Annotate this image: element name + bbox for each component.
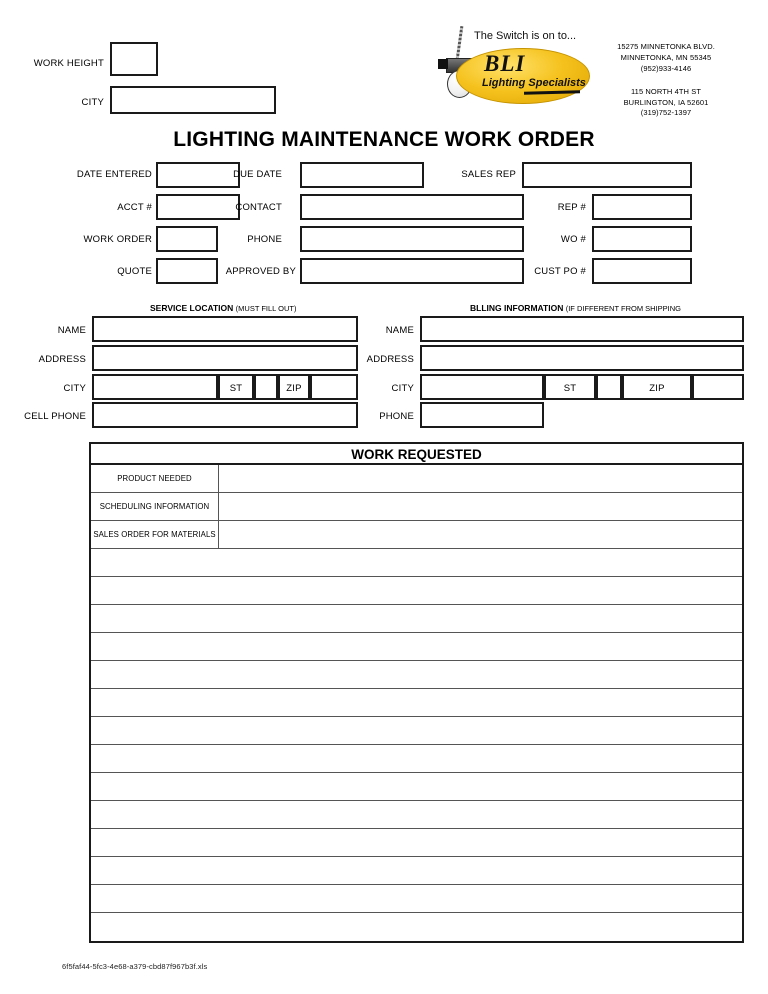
wo-number-input[interactable] [592,226,692,252]
light-bulb-chain-icon [456,26,464,60]
work-requested-blank-row[interactable] [91,885,742,913]
work-requested-blank-row[interactable] [91,717,742,745]
company-logo [438,24,588,108]
service-location-caption [150,303,297,313]
work-requested-row-input[interactable] [219,493,742,520]
logo-company-name: BLI [484,51,526,76]
footer-filename: 6f5faf44-5fc3-4e68-a379-cbd87f967b3f.xls [62,962,208,971]
light-bulb-knob-icon [438,59,448,69]
address-1-phone: (952)933-4146 [640,63,692,73]
work-requested-body [91,465,742,941]
acct-number-label: ACCT # [117,202,152,213]
billing-information-caption [470,303,681,313]
work-requested-row-label: PRODUCT NEEDED [91,465,219,492]
billing-state-label-cell [544,374,596,400]
quote-label: QUOTE [117,266,152,277]
logo-company-subtitle: Lighting Specialists [482,77,586,89]
address-2-line-2: BURLINGTON, IA 52601 [623,97,709,107]
company-addresses [600,42,732,119]
work-requested-blank-row[interactable] [91,661,742,689]
page-title: LIGHTING MAINTENANCE WORK ORDER [173,128,595,151]
work-requested-row-input[interactable] [219,521,742,548]
work-requested-blank-row[interactable] [91,689,742,717]
work-requested-blank-row[interactable] [91,577,742,605]
service-state-input[interactable] [254,374,278,400]
billing-address-label: ADDRESS [366,354,414,365]
service-city-input[interactable] [92,374,218,400]
service-address-label: ADDRESS [38,354,86,365]
work-requested-row-label: SALES ORDER FOR MATERIALS [91,521,219,548]
work-order-label: WORK ORDER [83,234,152,245]
service-zip-input[interactable] [310,374,358,400]
rep-number-input[interactable] [592,194,692,220]
billing-state-label: ST [563,383,577,394]
work-requested-blank-row[interactable] [91,829,742,857]
work-requested-row-label: SCHEDULING INFORMATION [91,493,219,520]
service-name-label: NAME [57,325,86,336]
billing-zip-label: ZIP [649,383,665,394]
billing-name-label: NAME [385,325,414,336]
address-1-line-2: MINNETONKA, MN 55345 [620,52,712,62]
service-zip-label: ZIP [286,383,302,394]
contact-label: CONTACT [235,202,282,213]
address-2-phone: (319)752-1397 [640,108,692,118]
address-1-line-1: 15275 MINNETONKA BLVD. [617,42,715,51]
work-requested-row [91,465,742,493]
service-cell-phone-label: CELL PHONE [24,411,86,422]
sales-rep-label: SALES REP [461,169,516,180]
service-city-label: CITY [63,383,86,394]
service-cell-phone-input[interactable] [92,402,358,428]
service-state-label-cell [218,374,254,400]
address-2-line-1: 115 NORTH 4TH ST [630,86,702,96]
work-requested-blank-row[interactable] [91,857,742,885]
billing-name-input[interactable] [420,316,744,342]
sales-rep-input[interactable] [522,162,692,188]
service-zip-label-cell [278,374,310,400]
wo-number-label: WO # [560,234,586,245]
billing-city-label: CITY [391,383,414,394]
work-height-label: WORK HEIGHT [33,58,104,69]
service-state-label: ST [229,383,243,394]
billing-city-input[interactable] [420,374,544,400]
work-requested-blank-row[interactable] [91,801,742,829]
service-name-input[interactable] [92,316,358,342]
work-requested-header: WORK REQUESTED [91,444,742,465]
work-requested-table [89,442,744,943]
city-top-label: CITY [81,97,104,108]
work-height-input[interactable] [110,42,158,76]
city-top-input[interactable] [110,86,276,114]
work-requested-blank-row[interactable] [91,549,742,577]
billing-information-caption-note: (IF DIFFERENT FROM SHIPPING [565,304,681,313]
work-requested-blank-row[interactable] [91,605,742,633]
logo-tagline: The Switch is on to... [474,30,577,42]
rep-number-label: REP # [557,202,586,213]
work-requested-row [91,521,742,549]
billing-zip-input[interactable] [692,374,744,400]
billing-state-input[interactable] [596,374,622,400]
service-location-caption-note: (MUST FILL OUT) [235,304,297,313]
address-gap [600,75,732,87]
billing-phone-label: PHONE [379,411,414,422]
phone-order-label: PHONE [247,234,282,245]
work-requested-row [91,493,742,521]
work-requested-blank-row[interactable] [91,773,742,801]
service-location-caption-text: SERVICE LOCATION [150,303,234,313]
service-address-input[interactable] [92,345,358,371]
work-requested-blank-row[interactable] [91,745,742,773]
work-requested-blank-row[interactable] [91,913,742,941]
work-requested-blank-row[interactable] [91,633,742,661]
billing-information-caption-text: BLLING INFORMATION [470,303,564,313]
cust-po-number-label: CUST PO # [534,266,586,277]
cust-po-number-input[interactable] [592,258,692,284]
due-date-label: DUE DATE [233,169,282,180]
billing-zip-label-cell [622,374,692,400]
billing-phone-input[interactable] [420,402,544,428]
date-entered-label: DATE ENTERED [76,169,152,180]
work-requested-row-input[interactable] [219,465,742,492]
approved-by-label: APPROVED BY [225,266,296,277]
billing-address-input[interactable] [420,345,744,371]
